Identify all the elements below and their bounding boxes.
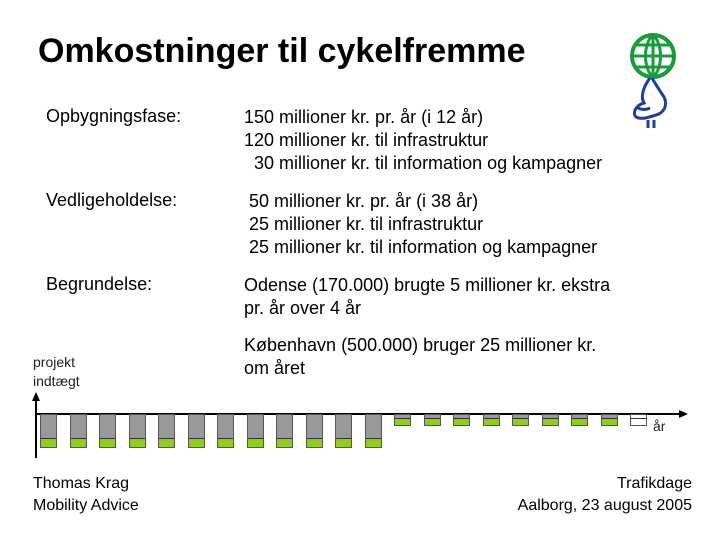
year-bar — [483, 414, 500, 426]
begrundelse-text — [244, 274, 610, 320]
footer-right — [518, 473, 692, 517]
information-segment — [543, 418, 558, 425]
year-bar — [306, 414, 323, 448]
x-axis-label: år — [653, 418, 666, 434]
year-bar — [158, 414, 175, 448]
information-segment — [336, 438, 351, 447]
year-bar — [542, 414, 559, 426]
year-bar — [188, 414, 205, 448]
y-axis-arrow — [32, 392, 40, 401]
author: Thomas Krag — [33, 475, 130, 492]
information-segment — [484, 418, 499, 425]
company: Mobility Advice — [33, 497, 139, 514]
text-line: 30 millioner kr. til information og kampagner — [244, 153, 603, 173]
information-segment — [454, 418, 469, 425]
empty-year-bar — [630, 414, 647, 426]
information-segment — [41, 438, 56, 447]
information-segment — [307, 438, 322, 447]
information-segment — [100, 438, 115, 447]
year-bar — [276, 414, 293, 448]
label-opbygningsfase: Opbygningsfase: — [46, 106, 182, 126]
information-segment — [425, 418, 440, 425]
text-line: 50 millioner kr. pr. år (i 38 år) — [244, 191, 479, 211]
text-line: pr. år over 4 år — [244, 298, 362, 318]
year-bar — [394, 414, 411, 426]
information-segment — [572, 418, 587, 425]
year-bar — [453, 414, 470, 426]
year-bar — [512, 414, 529, 426]
year-bar — [70, 414, 87, 448]
year-bar — [217, 414, 234, 448]
information-segment — [218, 438, 233, 447]
footer-left — [33, 473, 139, 517]
vedligeholdelse-text — [244, 190, 597, 259]
text-line: 150 millioner kr. pr. år (i 12 år) — [244, 107, 484, 127]
information-segment — [602, 418, 617, 425]
event: Trafikdage — [617, 475, 692, 492]
year-bar — [99, 414, 116, 448]
year-bar — [40, 414, 57, 448]
globe-bird-logo — [628, 28, 684, 138]
year-bar — [571, 414, 588, 426]
information-segment — [513, 418, 528, 425]
opbygningsfase-text — [244, 106, 602, 175]
year-bar — [129, 414, 146, 448]
page-title: Omkostninger til cykelfremme — [38, 32, 526, 70]
empty-segment — [631, 418, 646, 425]
kobenhavn-text — [244, 334, 596, 380]
y-label-line: projekt — [33, 354, 76, 370]
information-segment — [189, 438, 204, 447]
label-begrundelse: Begrundelse: — [46, 274, 153, 294]
information-segment — [130, 438, 145, 447]
information-segment — [277, 438, 292, 447]
text-line: 25 millioner kr. til infrastruktur — [244, 214, 484, 234]
information-segment — [395, 418, 410, 425]
label-vedligeholdelse: Vedligeholdelse: — [46, 190, 178, 210]
y-axis-label — [33, 353, 80, 391]
event-date: Aalborg, 23 august 2005 — [517, 497, 692, 514]
information-segment — [71, 438, 86, 447]
y-label-line: indtægt — [33, 373, 80, 389]
year-bar — [424, 414, 441, 426]
text-line: København (500.000) bruger 25 millioner kr. — [244, 335, 597, 355]
x-axis-arrow — [679, 410, 688, 418]
text-line: 120 millioner kr. til infrastruktur — [244, 130, 489, 150]
information-segment — [366, 438, 381, 447]
year-bar — [335, 414, 352, 448]
year-bar — [247, 414, 264, 448]
year-bar — [601, 414, 618, 426]
text-line: Odense (170.000) brugte 5 millioner kr. ekstra — [244, 275, 611, 295]
information-segment — [248, 438, 263, 447]
text-line: om året — [244, 358, 306, 378]
text-line: 25 millioner kr. til information og kampagner — [244, 237, 598, 257]
year-bar — [365, 414, 382, 448]
information-segment — [159, 438, 174, 447]
